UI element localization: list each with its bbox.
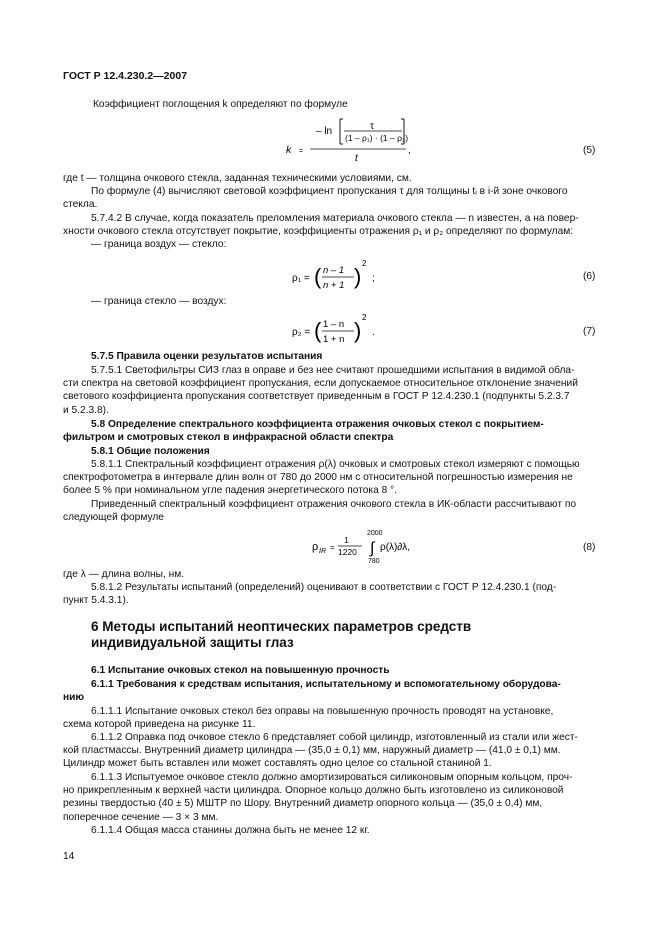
svg-text:(: ( (314, 264, 322, 289)
where-lambda: где λ — длина волны, нм. (63, 569, 185, 580)
eq7-numerator: 1 – n (323, 319, 345, 330)
eq8-subscript: IR (319, 548, 326, 555)
eq8-body: ρ(λ)∂λ, (380, 542, 411, 553)
eq8-upper-limit: 2000 (367, 530, 383, 537)
eq7-power: 2 (362, 313, 367, 322)
eq6-tail: ; (372, 273, 375, 284)
heading-58-line2: фильтром и смотровых стекол в инфракрасной области спектра (63, 432, 394, 444)
paragraph-5811-line2: спектрофотометра в интервале длин волн от 780 до 2000 нм с относительной погрешностью измерения не (63, 472, 573, 484)
paragraph-6112-line1: 6.1.1.2 Оправка под очковое стекло 6 представляет собой цилиндр, изготовленный из стали или жест- (91, 732, 578, 743)
section-6-title-line1: 6 Методы испытаний неоптических параметров средств (91, 619, 472, 634)
paragraph-6112-line2: кой пластмассы. Внутренний диаметр цилиндра — (35,0 ± 0,1) мм, наружный диаметр — (41,0 ± 0,1) мм. (63, 745, 561, 757)
eq5-ln: – ln (316, 126, 333, 137)
heading-611-line1: 6.1.1 Требования к средствам испытания, испытательному и вспомогательному оборудова- (91, 679, 561, 690)
heading-58-line1: 5.8 Определение спектрального коэффициента отражения очковых стекол с покрытием- (91, 419, 544, 430)
svg-text:): ) (354, 318, 362, 343)
paragraph-formula4 (63, 185, 598, 211)
paragraph-ir-line2: следующей формуле (63, 512, 164, 524)
paragraph-6113-line3: резины твердостью (40 ± 5) МШТР по Шору. Внутренний диаметр опорного кольца — (35,0 ± 0,4) мм, (63, 798, 543, 810)
equation-6 (290, 257, 400, 297)
paragraph-5812-line1: 5.8.1.2 Результаты испытаний (определений) оценивают в соответствии с ГОСТ Р 12.4.230.1 (под- (91, 582, 557, 593)
eq8-number: (8) (583, 542, 596, 553)
paragraph-5751-line4: и 5.2.3.8). (63, 404, 109, 416)
border-air-glass: — граница воздух — стекло: (91, 239, 227, 250)
paragraph-6113-line4: поперечное сечение — 3 × 3 мм. (63, 811, 219, 823)
eq6-numerator: n – 1 (323, 265, 345, 276)
eq8-numerator: 1 (344, 535, 349, 545)
page-number: 14 (63, 851, 75, 862)
eq8-integral: ∫ (370, 540, 375, 557)
eq7-denominator: 1 + n (323, 334, 345, 345)
paragraph-5742 (63, 212, 598, 238)
heading-61: 6.1 Испытание очковых стекол на повышенную прочность (91, 665, 390, 676)
intro-text: Коэффициент поглощения k определяют по формуле (93, 99, 348, 110)
eq7-number: (7) (583, 326, 596, 337)
eq6-power: 2 (362, 259, 367, 268)
equation-8 (310, 526, 470, 566)
paragraph-6113 (63, 771, 598, 824)
heading-611 (63, 678, 603, 704)
eq5-tau: τ (370, 121, 374, 132)
heading-575: 5.7.5 Правила оценки результатов испытания (91, 351, 323, 362)
paragraph-5751-line2: сти спектра на световой коэффициент пропускания, если допускаемое относительное отклонение значений (63, 378, 578, 390)
paragraph-5742-line2: хности очкового стекла отсутствует покрытие, коэффициенты отражения ρ₁ и ρ₂ определяют по формулам: (63, 226, 574, 238)
paragraph-6113-line2: но прикрепленным к верхней части цилиндра. Опорное кольцо должно быть изготовлено из силиконовой (63, 785, 564, 797)
eq6-number: (6) (583, 271, 596, 282)
paragraph-ir (63, 498, 598, 524)
paragraph-6111 (63, 705, 598, 731)
paragraph-formula4-line2: стекла. (63, 199, 98, 211)
paragraph-5742-line1: 5.7.4.2 В случае, когда показатель преломления материала очкового стекла — n известен, а на повер- (91, 213, 579, 224)
paragraph-5811-line1: 5.8.1.1 Спектральный коэффициент отражения ρ(λ) очковых и смотровых стекол измеряют с помощью (91, 459, 580, 470)
eq5-eq: = (299, 148, 304, 155)
paragraph-6112-line3: Цилиндр может быть вставлен или может составлять одно целое со стальной станиной 1. (63, 758, 492, 770)
paragraph-6111-line2: схема которой приведена на рисунке 11. (63, 719, 256, 731)
eq6-lhs: ρ₁ = (292, 273, 310, 284)
section-6-title-line2: индивидуальной защиты глаз (91, 635, 294, 650)
paragraph-6112 (63, 731, 598, 771)
paragraph-5811-line3: более 5 % при номинальном угле падения энергетического потока 8 °. (63, 485, 397, 497)
section-6-title (91, 619, 471, 651)
eq6-denominator: n + 1 (323, 280, 345, 291)
paragraph-5751 (63, 364, 598, 417)
eq7-tail: . (372, 327, 375, 338)
eq5-comma: , (408, 145, 411, 156)
document-header: ГОСТ Р 12.4.230.2—2007 (63, 70, 188, 82)
paragraph-5811 (63, 458, 598, 498)
eq8-lhs: ρ (312, 541, 319, 553)
eq8-eq: = (330, 543, 335, 552)
paragraph-5812-line2: пункт 5.4.3.1). (63, 595, 129, 607)
eq5-t: t (355, 153, 358, 164)
eq5-denominator: (1 – ρ₁) · (1 – ρ₂) (345, 133, 409, 143)
where-t: где t — толщина очкового стекла, заданная техническими условиями, см. (63, 173, 412, 184)
equation-5 (280, 116, 430, 168)
paragraph-6111-line1: 6.1.1.1 Испытание очковых стекол без оправы на повышенную прочность проводят на установке, (91, 706, 554, 717)
eq5-number: (5) (583, 145, 596, 156)
svg-text:(: ( (314, 318, 322, 343)
heading-581: 5.8.1 Общие положения (91, 446, 210, 457)
eq8-lower-limit: 780 (368, 558, 380, 565)
paragraph-formula4-line1: По формуле (4) вычисляют световой коэффициент пропускания τ для толщины tᵢ в i-й зоне очкового (91, 186, 568, 197)
paragraph-ir-line1: Приведенный спектральный коэффициент отражения очкового стекла в ИК-области рассчитывают по (91, 499, 577, 510)
eq8-denominator: 1220 (338, 547, 357, 557)
eq7-lhs: ρ₂ = (292, 327, 311, 338)
eq5-lhs: k (286, 144, 292, 156)
heading-611-line2: нию (63, 692, 85, 704)
paragraph-5751-line1: 5.7.5.1 Светофильтры СИЗ глаз в оправе и без нее считают прошедшими испытания в видимой обла- (91, 365, 575, 376)
border-glass-air: — граница стекло — воздух: (91, 296, 227, 307)
equation-7 (290, 311, 400, 351)
paragraph-5751-line3: светового коэффициента пропускания соответствует приведенным в ГОСТ Р 12.4.230.1 (подпункты 5.2.3.7 (63, 391, 570, 403)
paragraph-6114: 6.1.1.4 Общая масса станины должна быть не менее 12 кг. (91, 825, 370, 836)
paragraph-5812 (63, 581, 598, 607)
svg-text:): ) (354, 264, 362, 289)
paragraph-6113-line1: 6.1.1.3 Испытуемое очковое стекло должно амортизироваться силиконовым опорным кольцом, проч- (91, 772, 573, 783)
heading-58 (63, 418, 603, 444)
